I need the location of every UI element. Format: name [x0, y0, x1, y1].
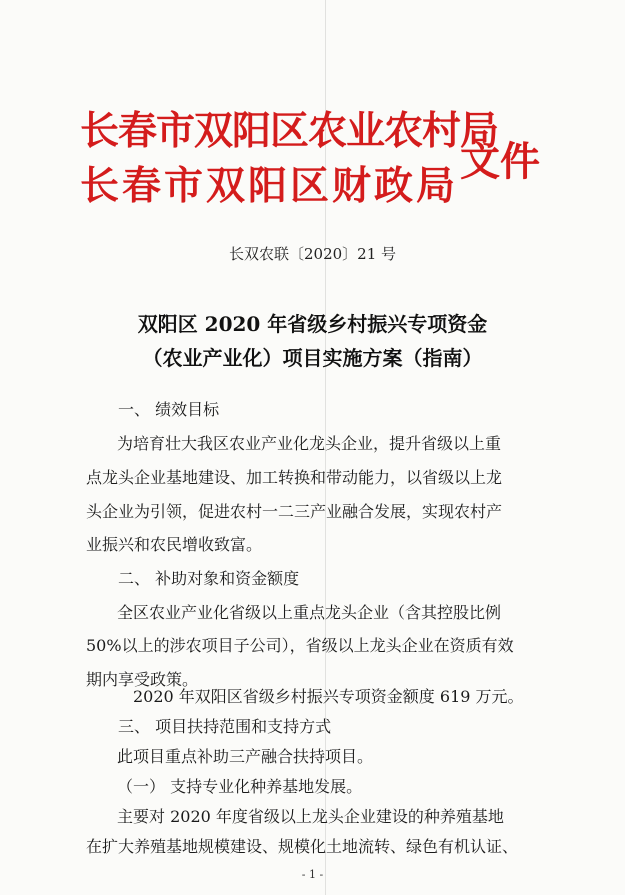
document-number: 长双农联〔2020〕21 号	[228, 245, 397, 263]
section-heading-2: 二、 补助对象和资金额度	[118, 569, 300, 588]
paragraph-line: 全区农业产业化省级以上重点龙头企业（含其控股比例	[117, 603, 502, 622]
paragraph-line: 期内享受政策。	[86, 670, 199, 689]
paragraph-line: 为培育壮大我区农业产业化龙头企业，提升省级以上重	[117, 434, 502, 453]
issuer-line-1: 长春市双阳区农业农村局	[80, 109, 499, 154]
document-title-line-1: 双阳区 2020 年省级乡村振兴专项资金	[137, 312, 488, 336]
section-heading-1: 一、 绩效目标	[118, 400, 220, 419]
paragraph-line: 头企业为引领，促进农村一二三产业融合发展，实现农村产	[86, 502, 503, 521]
subsection-heading-1: （一） 支持专业化种养基地发展。	[117, 777, 363, 796]
document-title-line-2: （农业产业化）项目实施方案（指南）	[142, 346, 483, 370]
page-number: - 1 -	[301, 868, 324, 881]
section-heading-3: 三、 项目扶持范围和支持方式	[118, 717, 332, 736]
paragraph-line: 50%以上的涉农项目子公司），省级以上龙头企业在资质有效	[86, 636, 514, 655]
paragraph-line: 此项目重点补助三产融合扶持项目。	[117, 747, 374, 766]
paragraph-line: 2020 年双阳区省级乡村振兴专项资金额度 619 万元。	[133, 687, 524, 706]
paragraph-line: 在扩大养殖基地规模建设、规模化土地流转、绿色有机认证、	[86, 837, 519, 856]
issuer-suffix: 文件	[460, 139, 540, 185]
paragraph-line: 主要对 2020 年度省级以上龙头企业建设的种养殖基地	[117, 807, 504, 826]
issuer-line-2: 长春市双阳区财政局	[80, 164, 459, 209]
paragraph-line: 业振兴和农民增收致富。	[86, 535, 263, 554]
paragraph-line: 点龙头企业基地建设、加工转换和带动能力，以省级以上龙	[86, 468, 503, 487]
